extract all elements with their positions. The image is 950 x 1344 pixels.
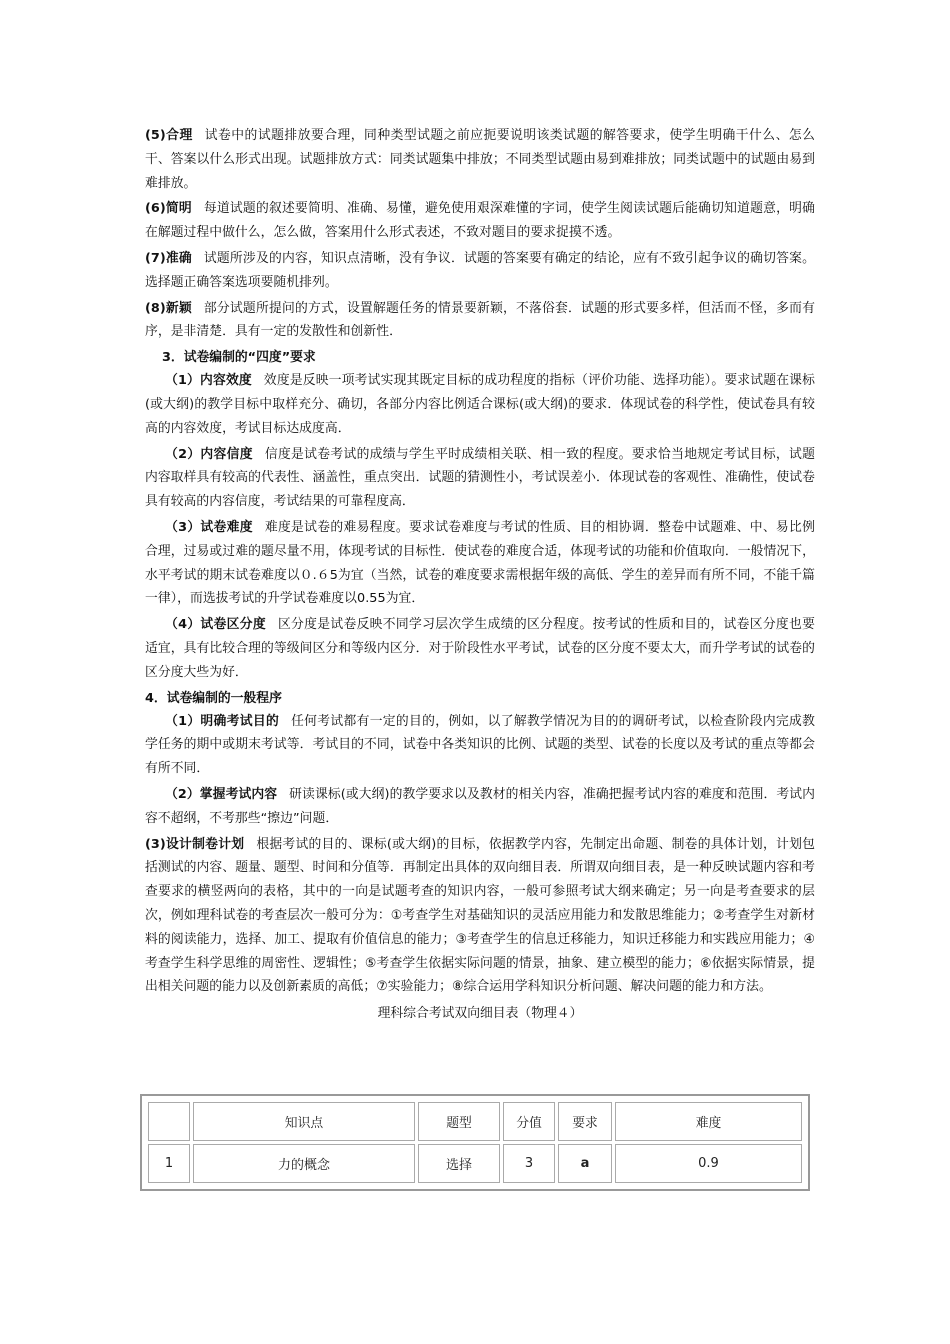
paragraph-text: 试题所涉及的内容，知识点清晰，没有争议．试题的答案要有确定的结论，应有不致引起争议的确切答案。选择题正确答案选项要随机排列。 — [145, 250, 815, 290]
paragraph-heading: （3）试卷难度 — [165, 519, 253, 535]
paragraph-6 — [145, 197, 815, 245]
paragraph-5 — [145, 124, 815, 195]
table-cell: 1 — [148, 1144, 190, 1183]
paragraph-heading: （2）掌握考试内容 — [165, 786, 278, 802]
table-cell: 3 — [503, 1144, 555, 1183]
paragraph-heading: （2）内容信度 — [165, 446, 253, 462]
table-header-cell: 难度 — [615, 1102, 802, 1141]
paragraph-content-validity — [145, 369, 815, 440]
paragraph-7 — [145, 247, 815, 295]
table-cell: 0.9 — [615, 1144, 802, 1183]
table-header-cell: 题型 — [418, 1102, 500, 1141]
table-cell: 力的概念 — [193, 1144, 415, 1183]
paragraph-text: 每道试题的叙述要简明、准确、易懂，避免使用艰深难懂的字词，使学生阅读试题后能确切知道题意，明确在解题过程中做什么，怎么做，答案用什么形式表述，不致对题目的要求捉摸不透。 — [145, 201, 815, 241]
table-header-cell: 要求 — [558, 1102, 612, 1141]
paragraph-discrimination — [145, 613, 815, 684]
paragraph-text: 任何考试都有一定的目的，例如，以了解教学情况为目的的调研考试，以检查阶段内完成教学任务的期中或期末考试等．考试目的不同，试卷中各类知识的比例、试题的类型、试卷的长度以及考试的重点等都会有所不同． — [145, 713, 816, 777]
paragraph-heading: （4）试卷区分度 — [165, 617, 266, 633]
spec-table-grid — [145, 1099, 805, 1186]
paragraph-heading: (5)合理 — [145, 128, 193, 143]
section-heading-3: 3．试卷编制的“四度”要求 — [162, 350, 316, 366]
paragraph-heading: （1）明确考试目的 — [165, 713, 280, 729]
paragraph-text: 效度是反映一项考试实现其既定目标的成功程度的指标（评价功能、选择功能）。要求试题在课标(或大纲)的教学目标中取样充分、确切，各部分内容比例适合课标(或大纲)的要求．体现试卷的科学性，使试卷具有较高的内容效度，考试目标达成度高． — [145, 373, 815, 436]
paragraph-difficulty — [145, 516, 815, 611]
table-cell: a — [558, 1144, 612, 1183]
table-header-cell: 分值 — [503, 1102, 555, 1141]
document-body — [145, 124, 815, 1025]
table-header-cell — [148, 1102, 190, 1141]
table-caption: 理科综合考试双向细目表（物理４） — [377, 1006, 583, 1022]
paragraph-heading: (8)新颖 — [145, 300, 192, 316]
paragraph-heading: （1）内容效度 — [165, 373, 252, 389]
table-row — [148, 1144, 802, 1183]
paragraph-heading: (6)简明 — [145, 201, 192, 217]
table-header-row — [148, 1102, 802, 1141]
paragraph-text: 信度是试卷考试的成绩与学生平时成绩相关联、相一致的程度。要求恰当地规定考试目标，试题内容取样具有较高的代表性、涵盖性，重点突出．试题的猜测性小，考试误差小．体现试卷的客观性、准确性，使试卷具有较高的内容信度，考试结果的可靠程度高． — [145, 446, 815, 510]
table-header-cell: 知识点 — [193, 1102, 415, 1141]
paragraph-plan — [145, 833, 815, 1000]
paragraph-text: 难度是试卷的难易程度。要求试卷难度与考试的性质、目的相协调．整卷中试题难、中、易比例合理，过易或过难的题尽量不用，体现考试的目标性．使试卷的难度合适，体现考试的功能和价值取向．一般情况下，水平考试的期末试卷难度以０.６5为宜（当然，试卷的难度要求需根据年级的高低、学生的差异而有所不同，不能千篇一律），而选拔考试的升学试卷难度以0.55为宜． — [145, 519, 815, 607]
table-cell: 选择 — [418, 1144, 500, 1183]
paragraph-content — [145, 783, 815, 831]
paragraph-text: 根据考试的目的、课标(或大纲)的目标，依据教学内容，先制定出命题、制卷的具体计划，计划包括测试的内容、题量、题型、时间和分值等．再制定出具体的双向细目表．所谓双向细目表，是一种反映试题内容和考查要求的横竖两向的表格，其中的一向是试题考查的知识内容，一般可参照考试大纲来确定；另一向是考查要求的层次，例如理科试卷的考查层次一般可分为：①考查学生对基础知识的灵活应用能力和发散思维能力；②考查学生对新材料的阅读能力，选择、加工、提取有价值信息的能力；③考查学生的信息迁移能力，知识迁移能力和实践应用能力；④考查学生科学思维的周密性、逻辑性；⑤考查学生依据实际问题的情景，抽象、建立模型的能力；⑥依据实际情景，提出相关问题的能力以及创新素质的高低；⑦实验能力；⑧综合运用学科知识分析问题、解决问题的能力和方法。 — [145, 836, 815, 995]
paragraph-heading: (7)准确 — [145, 250, 192, 266]
paragraph-text: 部分试题所提问的方式，设置解题任务的情景要新颖，不落俗套．试题的形式要多样，但活而不怪，多而有序，是非清楚．具有一定的发散性和创新性． — [145, 300, 815, 340]
paragraph-text: 区分度是试卷反映不同学习层次学生成绩的区分程度。按考试的性质和目的，试卷区分度也要适宜，具有比较合理的等级间区分和等级内区分．对于阶段性水平考试，试卷的区分度不要太大，而升学考试的试卷的区分度大些为好． — [145, 617, 815, 680]
paragraph-text: 研读课标(或大纲)的教学要求以及教材的相关内容，准确把握考试内容的难度和范围．考试内容不超纲，不考那些“擦边”问题． — [145, 786, 815, 826]
spec-table — [140, 1094, 810, 1191]
section-heading-4: 4．试卷编制的一般程序 — [145, 690, 282, 706]
paragraph-text: 试卷中的试题排放要合理，同种类型试题之前应扼要说明该类试题的解答要求，使学生明确干什么、怎么干、答案以什么形式出现。试题排放方式：同类试题集中排放；不同类型试题由易到难排放；同类试题中的试题由易到难排放。 — [145, 128, 815, 191]
paragraph-heading: (3)设计制卷计划 — [145, 836, 245, 852]
paragraph-content-reliability — [145, 443, 815, 514]
paragraph-purpose — [145, 710, 815, 781]
paragraph-8 — [145, 297, 815, 345]
